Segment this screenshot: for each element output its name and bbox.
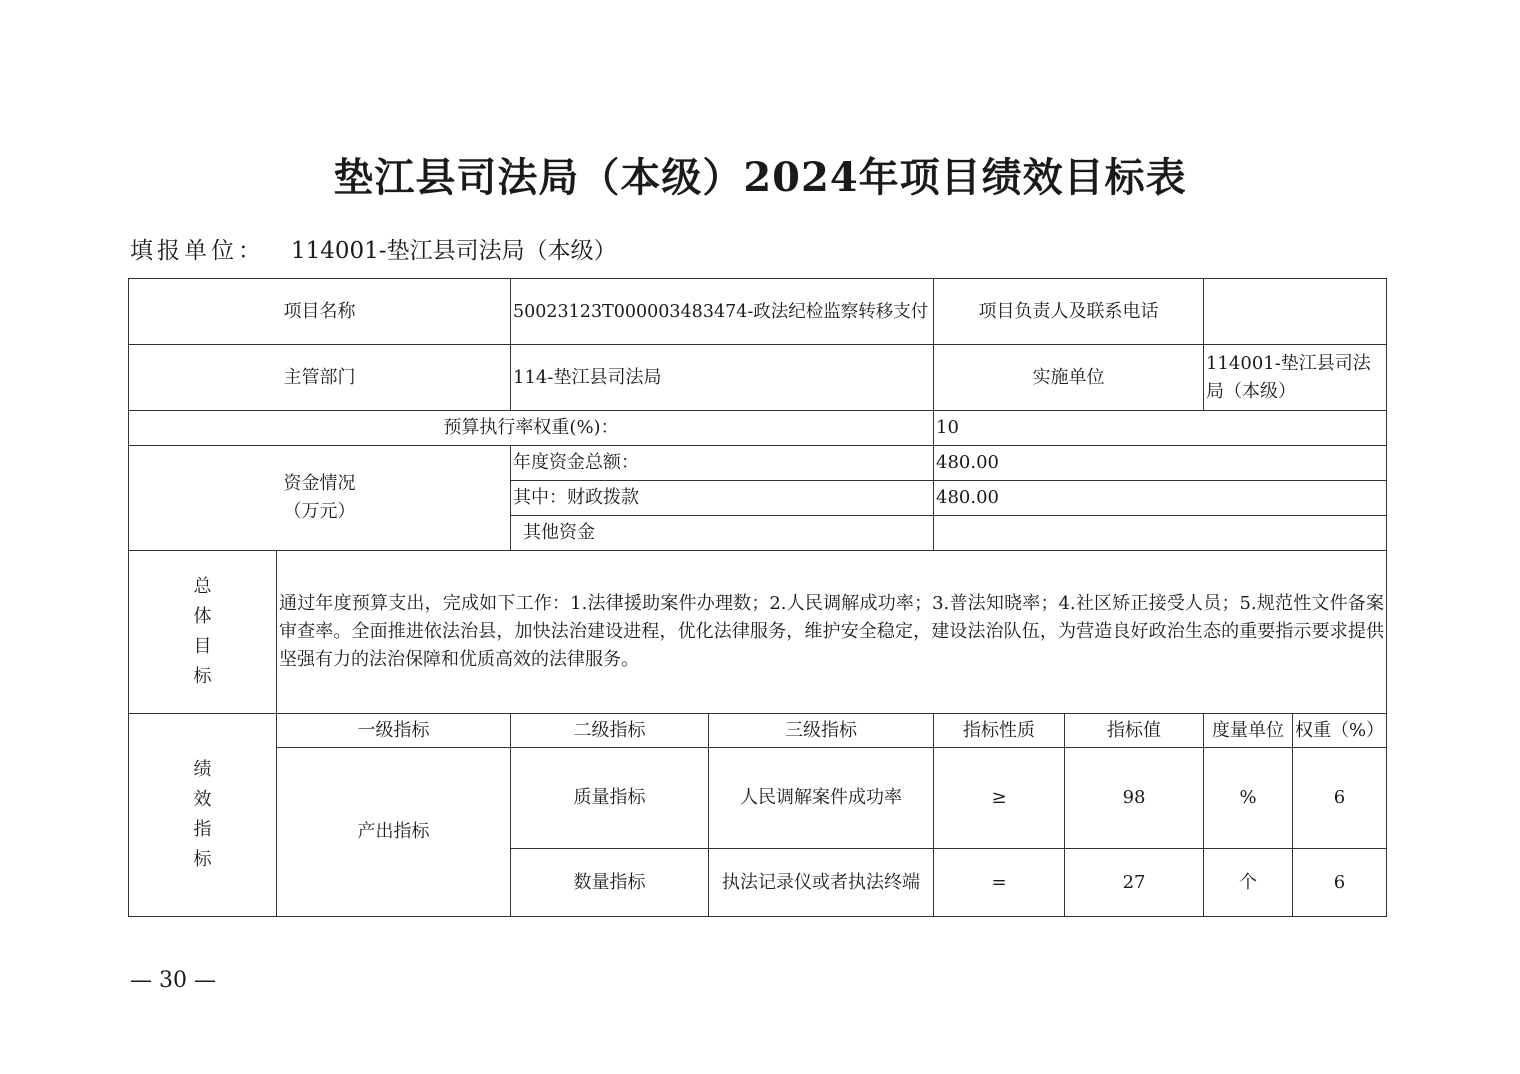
header-unit: 度量单位	[1204, 714, 1293, 748]
funds-total-value: 480.00	[934, 446, 1387, 481]
overall-goal-row	[129, 551, 1387, 714]
page-title: 垫江县司法局（本级）2024年项目绩效目标表	[333, 154, 1187, 201]
perf-label-cell	[129, 714, 277, 917]
dept-value: 114-垫江县司法局	[511, 345, 934, 411]
level1-value: 产出指标	[277, 748, 511, 917]
funds-other-value	[934, 516, 1387, 551]
reporting-unit	[130, 232, 617, 265]
goal-label-cell	[129, 551, 277, 714]
indicator-value: 27	[1065, 849, 1204, 917]
indicator-unit: %	[1204, 748, 1293, 849]
budget-weight-value: 10	[934, 411, 1387, 446]
indicator-nature: =	[934, 849, 1065, 917]
performance-target-table	[128, 278, 1387, 917]
project-name-label: 项目名称	[129, 279, 511, 345]
header-value: 指标值	[1065, 714, 1204, 748]
indicator-level3: 执法记录仪或者执法终端	[709, 849, 934, 917]
goal-label: 总体目标	[193, 576, 212, 687]
page-number: — 30 —	[130, 968, 216, 993]
header-level1: 一级指标	[277, 714, 511, 748]
department-row	[129, 345, 1387, 411]
indicator-weight: 6	[1293, 748, 1387, 849]
project-name-value: 50023123T000003483474-政法纪检监察转移支付	[511, 279, 934, 345]
indicator-weight: 6	[1293, 849, 1387, 917]
header-weight: 权重（%）	[1293, 714, 1387, 748]
indicator-unit: 个	[1204, 849, 1293, 917]
funds-total-label: 年度资金总额：	[511, 446, 934, 481]
funds-label-line1: 资金情况	[283, 473, 356, 494]
header-nature: 指标性质	[934, 714, 1065, 748]
dept-label: 主管部门	[129, 345, 511, 411]
reporting-unit-label: 填报单位：	[130, 238, 265, 264]
header-level3: 三级指标	[709, 714, 934, 748]
indicator-level2: 数量指标	[511, 849, 709, 917]
indicator-value: 98	[1065, 748, 1204, 849]
contact-value	[1204, 279, 1387, 345]
funds-fiscal-value: 480.00	[934, 481, 1387, 516]
indicator-nature: ≥	[934, 748, 1065, 849]
funds-other-label: 其他资金	[511, 516, 934, 551]
impl-unit-value: 114001-垫江县司法局（本级）	[1204, 345, 1387, 411]
project-name-row	[129, 279, 1387, 345]
contact-label: 项目负责人及联系电话	[934, 279, 1204, 345]
funds-fiscal-label: 其中：财政拨款	[511, 481, 934, 516]
indicator-level3: 人民调解案件成功率	[709, 748, 934, 849]
table-row	[129, 748, 1387, 849]
indicator-header-row	[129, 714, 1387, 748]
funds-label-line2: （万元）	[283, 501, 356, 522]
indicator-level2: 质量指标	[511, 748, 709, 849]
header-level2: 二级指标	[511, 714, 709, 748]
perf-label: 绩效指标	[193, 759, 212, 870]
funds-total-row	[129, 446, 1387, 481]
budget-weight-label: 预算执行率权重(%)：	[129, 411, 934, 446]
impl-unit-label: 实施单位	[934, 345, 1204, 411]
reporting-unit-value: 114001-垫江县司法局（本级）	[291, 238, 617, 264]
budget-weight-row	[129, 411, 1387, 446]
funds-label	[129, 446, 511, 551]
goal-text: 通过年度预算支出，完成如下工作：1.法律援助案件办理数；2.人民调解成功率；3.普法知晓率；4.社区矫正接受人员；5.规范性文件备案审查率。全面推进依法治县，加快法治建设进程，优化法律服务，维护安全稳定，建设法治队伍，为营造良好政治生态的重要指示要求提供坚强有力的法治保障和优质高效的法律服务。	[277, 551, 1387, 714]
